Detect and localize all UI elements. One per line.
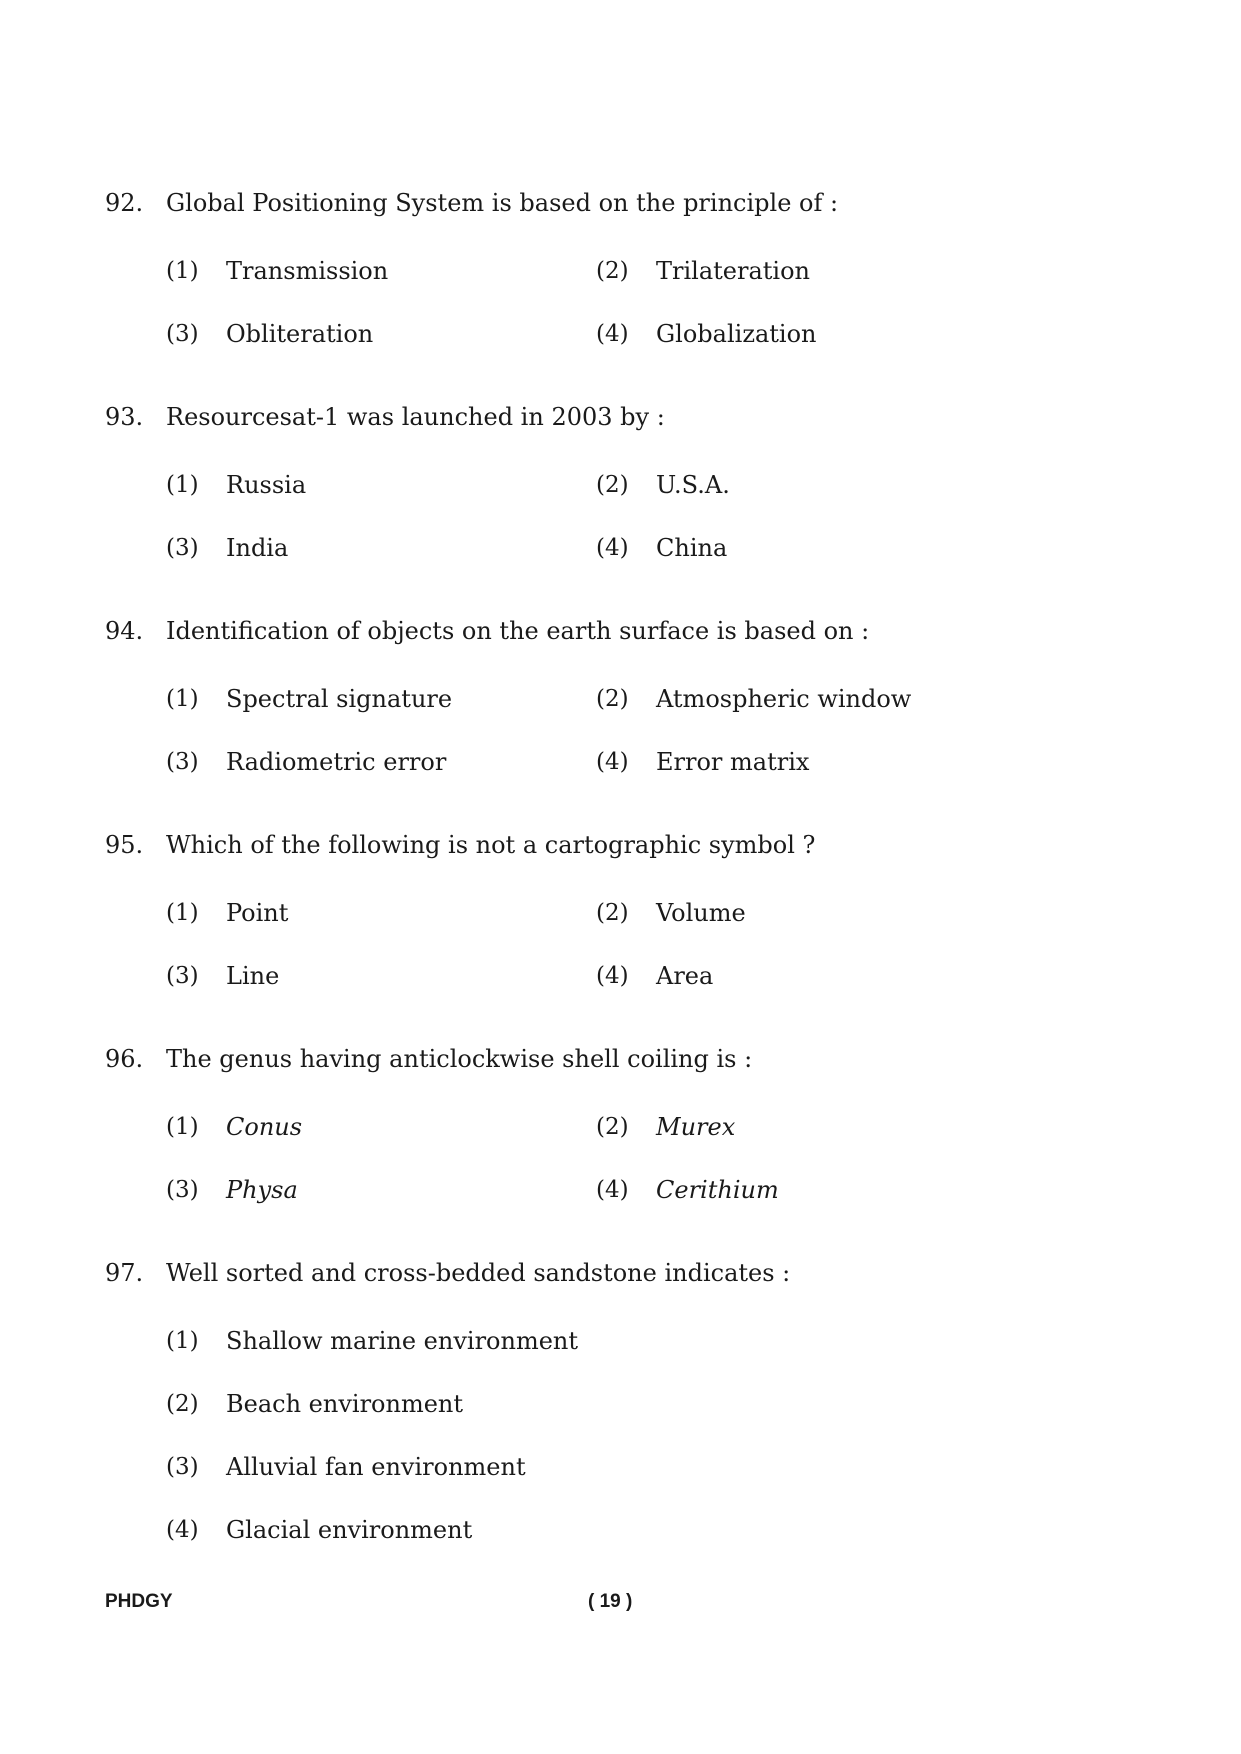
option-text: U.S.A.	[656, 471, 730, 499]
option-text: Line	[226, 962, 280, 990]
question-stem: Resourcesat-1 was launched in 2003 by :	[166, 403, 665, 431]
option-number: (4)	[596, 535, 629, 561]
option-text: Conus	[226, 1113, 303, 1141]
option-text: Obliteration	[226, 320, 374, 348]
question-stem: The genus having anticlockwise shell coiling is :	[166, 1045, 753, 1073]
option-text: Murex	[656, 1113, 736, 1141]
option-text: Area	[656, 962, 714, 990]
question-stem: Identification of objects on the earth surface is based on :	[166, 617, 870, 645]
paper-code: PHDGY	[105, 1591, 173, 1612]
question-number: 94.	[105, 617, 144, 645]
question-number: 97.	[105, 1259, 144, 1287]
option-text: India	[226, 534, 289, 562]
option-number: (4)	[596, 749, 629, 775]
question-number: 92.	[105, 189, 144, 217]
option-number: (4)	[596, 321, 629, 347]
option-number: (4)	[596, 963, 629, 989]
option-text: Shallow marine environment	[226, 1327, 579, 1355]
option-text: Atmospheric window	[656, 685, 912, 713]
option-number: (4)	[166, 1517, 199, 1543]
option-text: China	[656, 534, 728, 562]
option-text: Beach environment	[226, 1390, 464, 1418]
option-text: Russia	[226, 471, 307, 499]
page-number: ( 19 )	[588, 1591, 633, 1612]
option-number: (1)	[166, 258, 199, 284]
option-text: Cerithium	[656, 1176, 779, 1204]
option-number: (1)	[166, 900, 199, 926]
option-text: Globalization	[656, 320, 817, 348]
option-number: (2)	[596, 472, 629, 498]
question-stem: Which of the following is not a cartographic symbol ?	[166, 831, 816, 859]
option-text: Physa	[226, 1176, 298, 1204]
option-number: (1)	[166, 1328, 199, 1354]
question-number: 93.	[105, 403, 144, 431]
option-number: (3)	[166, 1177, 199, 1203]
option-text: Alluvial fan environment	[226, 1453, 526, 1481]
option-number: (2)	[166, 1391, 199, 1417]
option-number: (3)	[166, 321, 199, 347]
option-text: Volume	[656, 899, 746, 927]
option-number: (1)	[166, 1114, 199, 1140]
question-stem: Well sorted and cross-bedded sandstone indicates :	[166, 1259, 791, 1287]
option-number: (3)	[166, 749, 199, 775]
option-number: (4)	[596, 1177, 629, 1203]
option-number: (1)	[166, 686, 199, 712]
option-number: (2)	[596, 1114, 629, 1140]
option-number: (2)	[596, 900, 629, 926]
option-number: (3)	[166, 535, 199, 561]
option-text: Glacial environment	[226, 1516, 473, 1544]
option-number: (3)	[166, 963, 199, 989]
option-text: Point	[226, 899, 289, 927]
option-text: Error matrix	[656, 748, 810, 776]
option-text: Spectral signature	[226, 685, 453, 713]
option-text: Transmission	[226, 257, 389, 285]
option-number: (2)	[596, 686, 629, 712]
option-number: (3)	[166, 1454, 199, 1480]
question-stem: Global Positioning System is based on the principle of :	[166, 189, 839, 217]
option-number: (2)	[596, 258, 629, 284]
option-text: Radiometric error	[226, 748, 447, 776]
option-number: (1)	[166, 472, 199, 498]
question-number: 95.	[105, 831, 144, 859]
option-text: Trilateration	[656, 257, 810, 285]
question-number: 96.	[105, 1045, 144, 1073]
